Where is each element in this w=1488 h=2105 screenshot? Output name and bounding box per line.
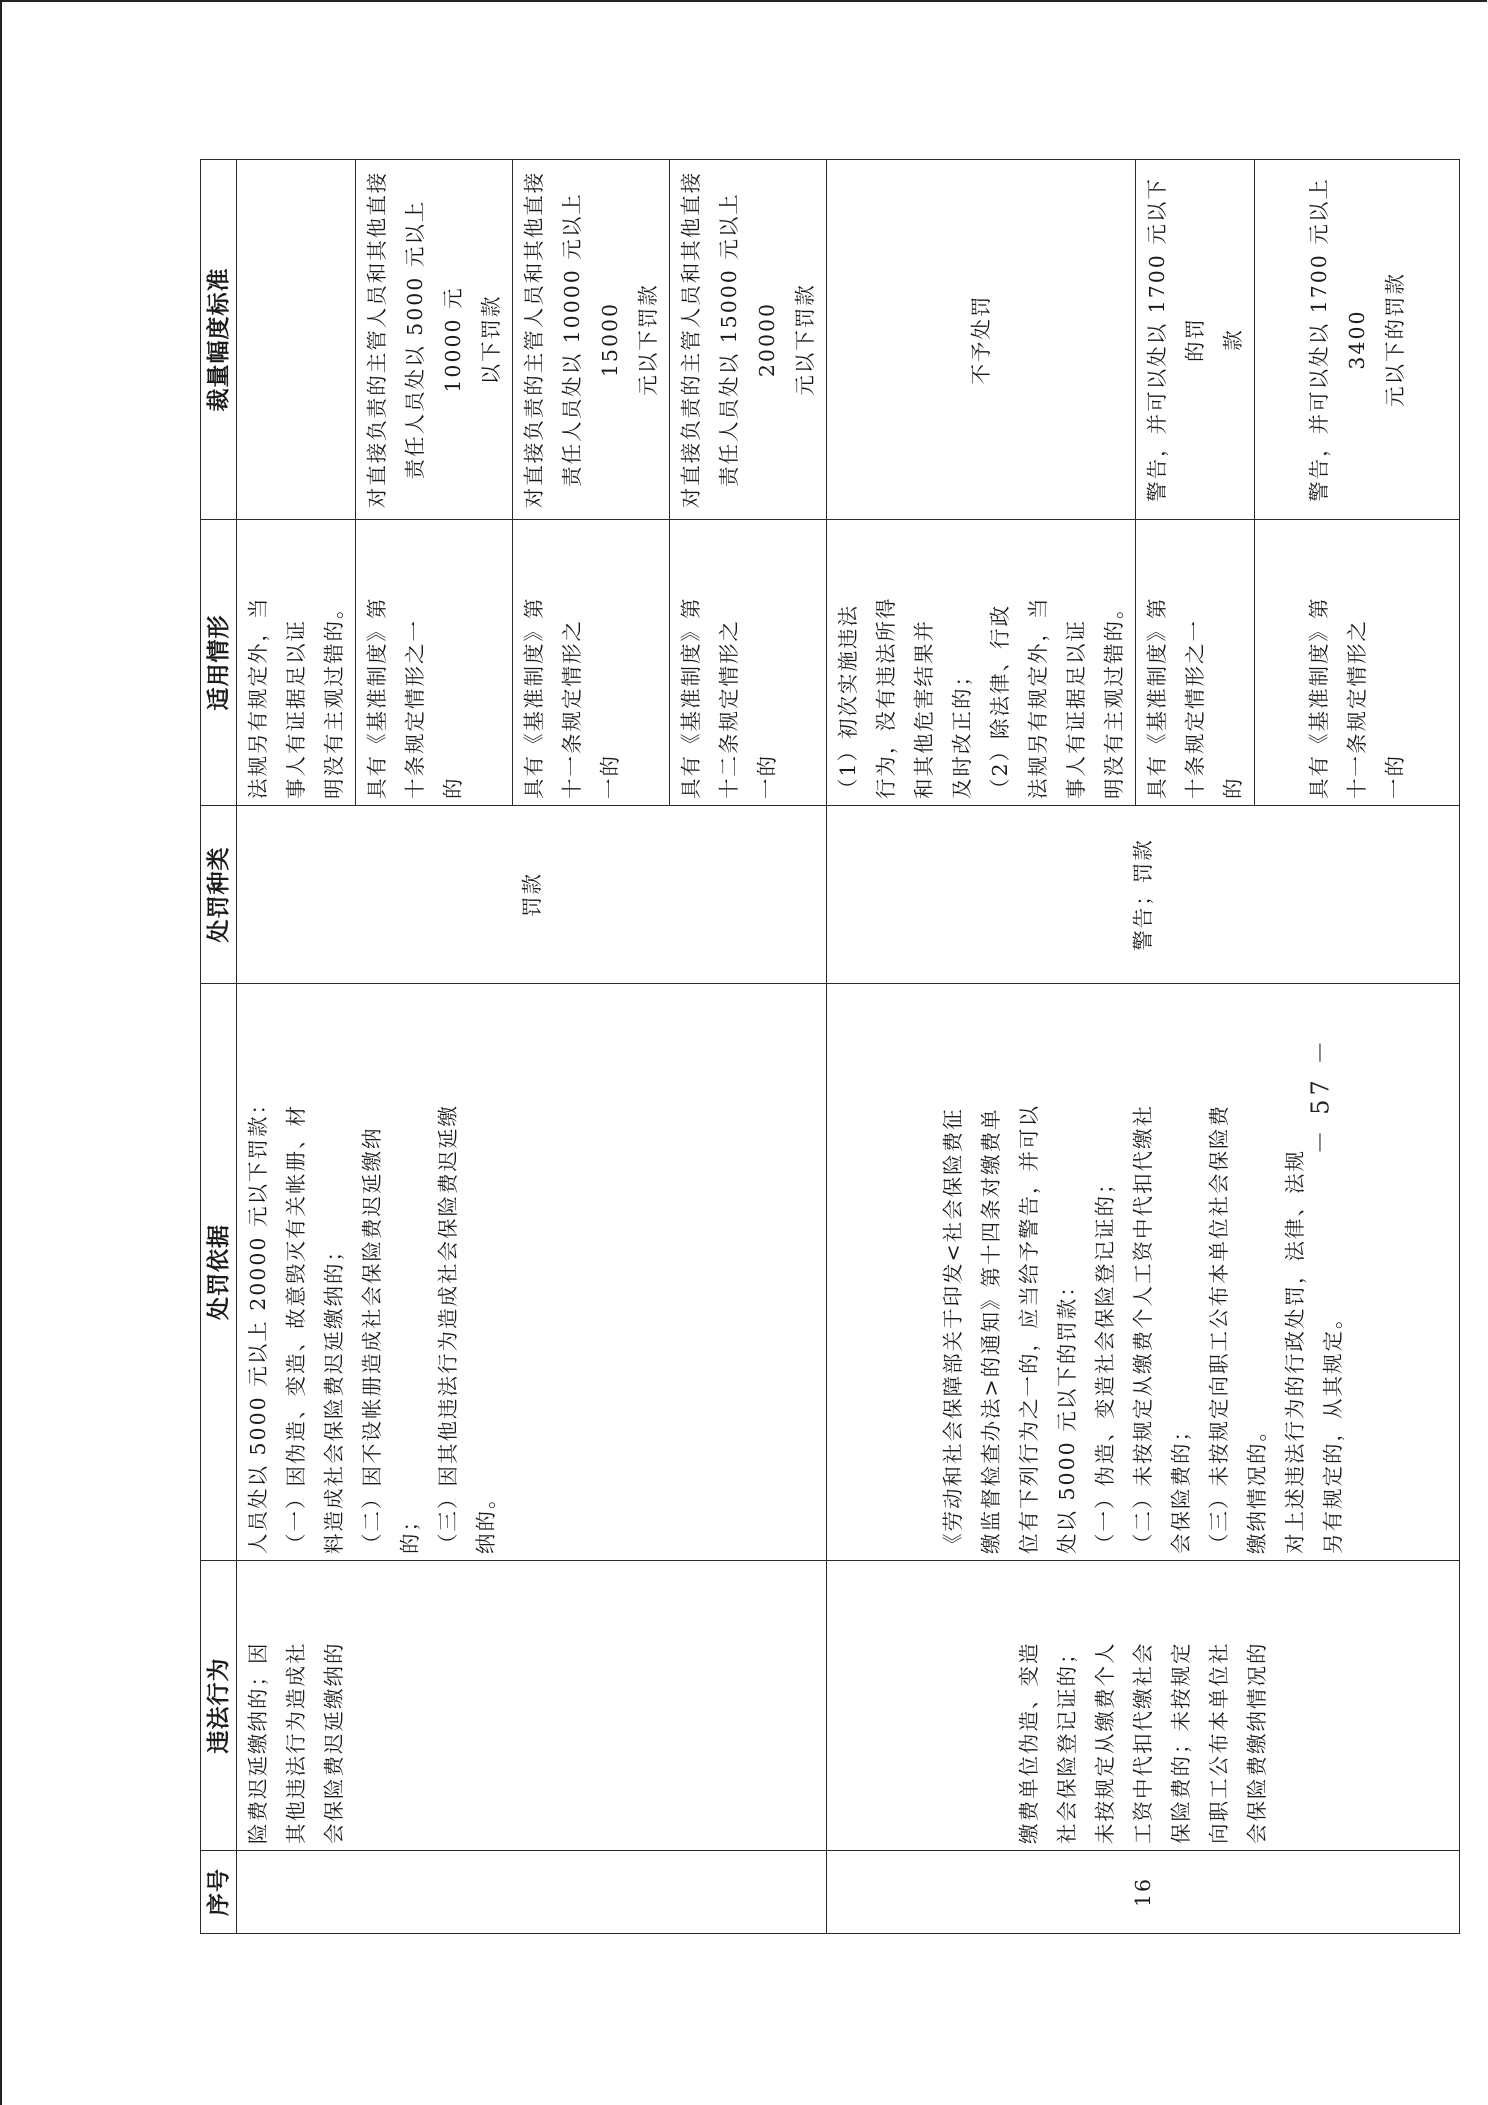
header-row <box>201 160 237 1934</box>
continued-situation-0-cell <box>237 520 356 806</box>
continued-type: 罚款 <box>519 872 544 917</box>
item16-no-cell <box>827 1851 1460 1934</box>
continued-situation-2-cell <box>513 520 670 806</box>
item16-behavior: 缴费单位伪造、变造 社会保险登记证的； 未按规定从缴费个人 工资中代扣代缴社会 保险费的；未按规定 向职工公布本单位社 会保险费缴纳情况的 <box>1017 1641 1269 1844</box>
continued-standard-3: 对直接负责的主管人员和其他直接 责任人员处以 15000 元以上 20000 元以下罚款 <box>679 170 817 509</box>
continued-standard-2: 对直接负责的主管人员和其他直接 责任人员处以 10000 元以上 15000 元以下罚款 <box>522 170 660 509</box>
item16-standard-0-cell <box>827 160 1136 520</box>
page-number-text: － 57 － <box>1306 1036 1335 1155</box>
item16-situation-2: 具有《基准制度》第 十一条规定情形之 一的 <box>1307 596 1407 799</box>
penalty-table <box>200 159 1460 1934</box>
continued-standard-3-cell <box>670 160 827 520</box>
continued-no-cell <box>237 1851 827 1934</box>
continued-situation-3: 具有《基准制度》第 十二条规定情形之 一的 <box>679 596 779 799</box>
continued-situation-0: 法规另有规定外，当 事人有证据足以证 明没有主观过错的。 <box>246 596 346 799</box>
continued-standard-1-cell <box>356 160 513 520</box>
item16-standard-1-cell <box>1136 160 1255 520</box>
item16-situation-1-cell <box>1136 520 1255 806</box>
continued-basis: 人员处以 5000 元以上 20000 元以下罚款： （一）因伪造、变造、故意毁灭有关帐册、材 料造成社会保险费迟延缴纳的； （二）因不设帐册造成社会保险费迟延缴纳 的； （三）因其他违法行为造成社会保险费迟延缴 纳的。 <box>246 1092 498 1554</box>
continued-standard-0-cell <box>237 160 356 520</box>
item16-situation-0: （1）初次实施违法 行为，没有违法所得 和其他危害结果并 及时改正的； （2）除法律、行政 法规另有规定外，当 事人有证据足以证 明没有主观过错的。 <box>836 596 1126 799</box>
header-basis: 处罚依据 <box>201 984 237 1561</box>
item16-behavior-cell <box>827 1561 1460 1851</box>
item16-standard-2: 警告，并可以处以 1700 元以上 3400 元以下的罚款 <box>1307 177 1407 502</box>
item16-standard-0: 不予处罚 <box>969 294 993 385</box>
header-type: 处罚种类 <box>201 806 237 984</box>
continued-standard-2-cell <box>513 160 670 520</box>
continued-behavior-cell <box>237 1561 827 1851</box>
item16-situation-2-cell <box>1255 520 1460 806</box>
continued-situation-2: 具有《基准制度》第 十一条规定情形之 一的 <box>522 596 622 799</box>
header-behavior: 违法行为 <box>201 1561 237 1851</box>
continued-situation-3-cell <box>670 520 827 806</box>
continued-type-cell <box>237 806 827 984</box>
item16-standard-1: 警告，并可以处以 1700 元以下的罚 款 <box>1145 177 1245 502</box>
item16-basis: 《劳动和社会保障部关于印发<社会保险费征 缴监督检查办法>的通知》第十四条对缴费单 位有下列行为之一的，应当给予警告，并可以 处以 5000 元以下的罚款： （一）伪造、变造社会保险登记证的； （二）未按规定从缴费个人工资中代扣代缴社 会保险费的； （三）未按规定向职工公布本单位社会保险费 缴纳情况的。 对上述违法行为的行政处罚，法律、法规 另有规定的，从其规定。 <box>941 1104 1345 1554</box>
item16-basis-cell <box>827 984 1460 1561</box>
continued-standard-1: 对直接负责的主管人员和其他直接 责任人员处以 5000 元以上 10000 元 以下罚款 <box>365 170 503 509</box>
item16-type-cell <box>827 806 1460 984</box>
continued-situation-1-cell <box>356 520 513 806</box>
continued-row-1 <box>237 160 356 1934</box>
continued-basis-cell <box>237 984 827 1561</box>
item16-standard-2-cell <box>1255 160 1460 520</box>
header-no: 序号 <box>201 1851 237 1934</box>
item16-situation-0-cell <box>827 520 1136 806</box>
header-situation: 适用情形 <box>201 520 237 806</box>
header-standard: 裁量幅度标准 <box>201 160 237 520</box>
item16-type: 警告；罚款 <box>1131 838 1155 951</box>
item16-row-1 <box>827 160 1136 1934</box>
item16-no: 16 <box>1131 1876 1155 1908</box>
continued-situation-1: 具有《基准制度》第 十条规定情形之一 的 <box>365 596 465 799</box>
continued-behavior: 险费迟延缴纳的；因 其他违法行为造成社 会保险费迟延缴纳的 <box>246 1641 346 1844</box>
item16-situation-1: 具有《基准制度》第 十条规定情形之一 的 <box>1145 596 1245 799</box>
page-number <box>1298 1036 1338 1155</box>
